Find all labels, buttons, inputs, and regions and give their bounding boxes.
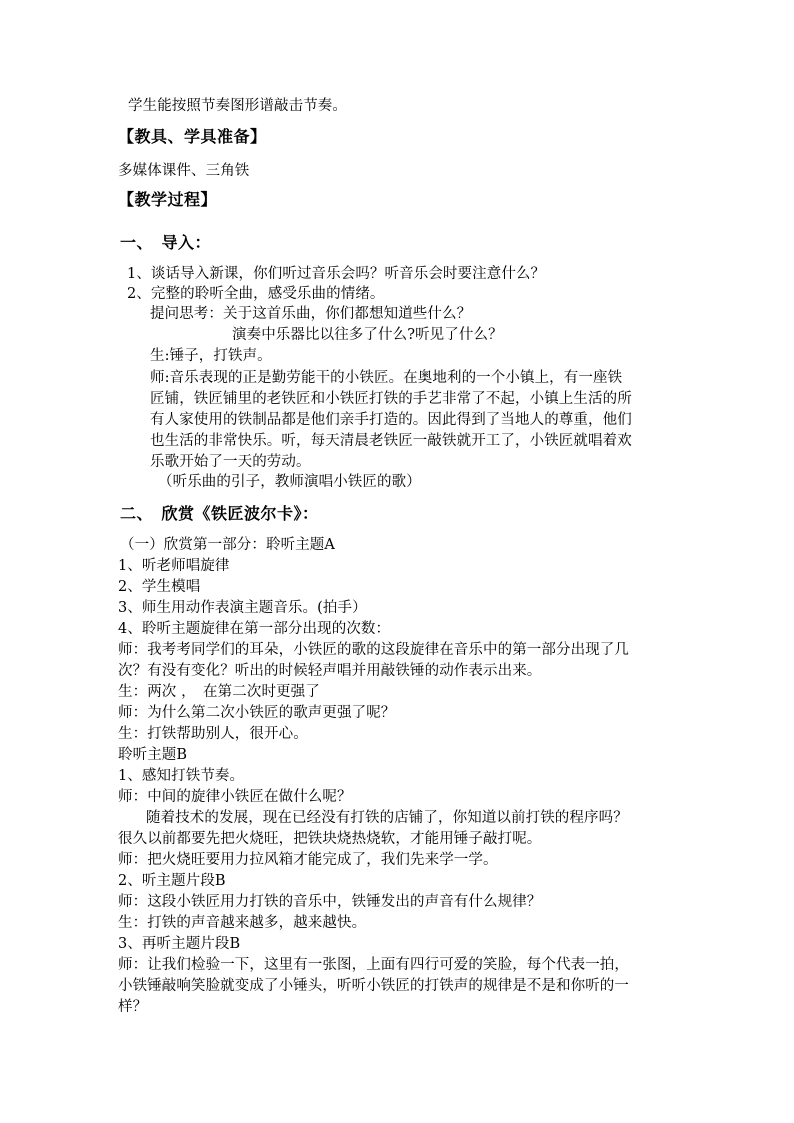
paragraph-line: 提问思考：关于这首乐曲，你们都想知道些什么？ (150, 306, 472, 322)
materials-text: 多媒体课件、三角铁 (118, 163, 250, 179)
paragraph-line: 次？有没有变化？听出的时候轻声唱并用敲铁锤的动作表示出来。 (118, 663, 542, 679)
part-heading-intro: 一、 导入： (120, 233, 212, 252)
paragraph-line: 演奏中乐器比以往多了什么?听见了什么？ (232, 327, 503, 343)
paragraph-line: 小铁锤敲响笑脸就变成了小锤头，听听小铁匠的打铁声的规律是不是和你听的一 (118, 978, 629, 994)
section-heading-process: 【教学过程】 (118, 190, 218, 209)
objective-text: 学生能按照节奏图形谱敲击节奏。 (128, 98, 347, 114)
paragraph-line: 3、师生用动作表演主题音乐。(拍手） (118, 600, 367, 616)
paragraph-line: 1、听老师唱旋律 (118, 558, 230, 574)
paragraph-line: 2、学生模唱 (118, 579, 201, 595)
paragraph-line: 1、感知打铁节奏。 (118, 768, 245, 784)
paragraph-line: 也生活的非常快乐。听，每天清晨老铁匠一敲铁就开工了，小铁匠就唱着欢 (150, 433, 632, 449)
paragraph-line: 匠铺，铁匠铺里的老铁匠和小铁匠打铁的手艺非常了不起，小镇上生活的所 (150, 391, 632, 407)
paragraph-line: 师：为什么第二次小铁匠的歌声更强了呢？ (118, 705, 396, 721)
paragraph-line: 师：我考考同学们的耳朵，小铁匠的歌的这段旋律在音乐中的第一部分出现了几 (118, 642, 629, 658)
paragraph-line: 乐歌开始了一天的劳动。 (150, 454, 311, 470)
paragraph-line: 4、聆听主题旋律在第一部分出现的次数： (118, 621, 391, 637)
paragraph-line: 师：中间的旋律小铁匠在做什么呢？ (118, 789, 352, 805)
paragraph-line: 师:音乐表现的正是勤劳能干的小铁匠。在奥地利的一个小镇上，有一座铁 (150, 370, 623, 386)
paragraph-line: 随着技术的发展，现在已经没有打铁的店铺了，你知道以前打铁的程序吗？ (146, 810, 628, 826)
paragraph-line: 2、完整的聆听全曲，感受乐曲的情绪。 (127, 286, 385, 302)
paragraph-line: 样？ (118, 999, 148, 1015)
paragraph-line: 师：把火烧旺要用力拉风箱才能完成了，我们先来学一学。 (118, 852, 498, 868)
paragraph-line: 聆听主题B (118, 747, 188, 763)
paragraph-line: 生:锤子，打铁声。 (150, 348, 272, 364)
paragraph-line: 师：让我们检验一下，这里有一张图，上面有四行可爱的笑脸，每个代表一拍， (118, 957, 629, 973)
part-heading-appreciation: 二、 欣赏《铁匠波尔卡》： (120, 504, 319, 523)
paragraph-line: 有人家使用的铁制品都是他们亲手打造的。因此得到了当地人的尊重，他们 (150, 412, 632, 428)
paragraph-line: 生：两次 ， 在第二次时更强了 (118, 684, 320, 700)
paragraph-line: （听乐曲的引子，教师演唱小铁匠的歌） (158, 474, 421, 490)
paragraph-line: 很久以前都要先把火烧旺，把铁块烧热烧软，才能用锤子敲打呢。 (118, 831, 542, 847)
paragraph-line: 师：这段小铁匠用力打铁的音乐中，铁锤发出的声音有什么规律？ (118, 894, 542, 910)
paragraph-line: 生：打铁的声音越来越多，越来越快。 (118, 915, 367, 931)
paragraph-line: 3、再听主题片段B (118, 936, 241, 952)
paragraph-line: 2、听主题片段B (118, 873, 226, 889)
paragraph-line: 1、谈话导入新课，你们听过音乐会吗？听音乐会时要注意什么？ (127, 266, 546, 282)
paragraph-line: 生：打铁帮助别人，很开心。 (118, 726, 308, 742)
paragraph-line: （一）欣赏第一部分：聆听主题A (120, 537, 335, 553)
section-heading-materials: 【教具、学具准备】 (118, 127, 267, 146)
